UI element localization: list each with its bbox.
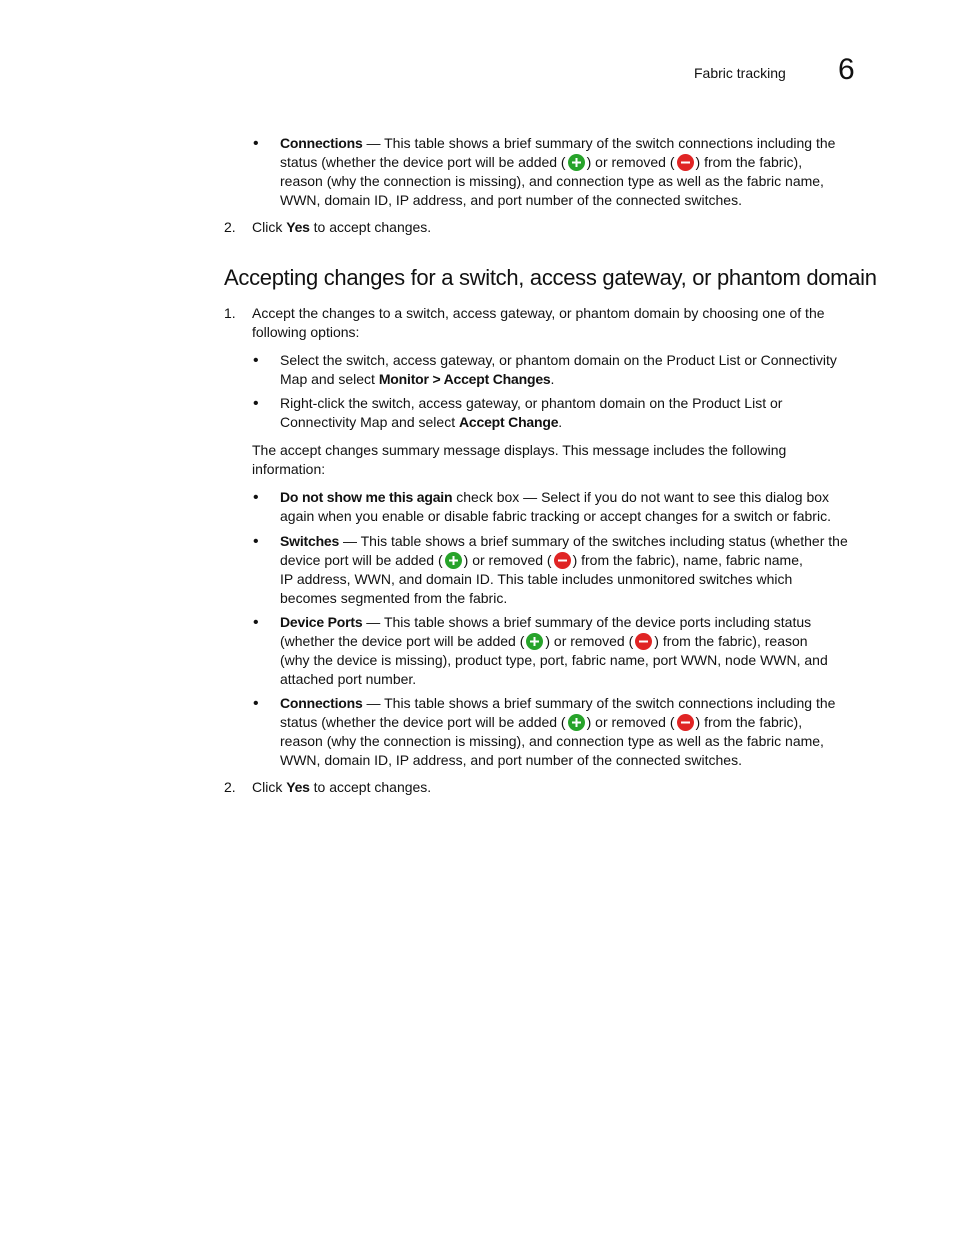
section-heading: Accepting changes for a switch, access gateway, or phantom domain [224, 265, 877, 290]
summary-paragraph [252, 441, 872, 479]
bullet-dot: • [253, 533, 259, 550]
text: ) from the fabric), name, fabric name, [572, 552, 803, 568]
bullet-option-right-click [253, 394, 872, 432]
text: ) or removed ( [586, 714, 675, 730]
text: (whether the device port will be added ( [280, 633, 525, 649]
text: The accept changes summary message displays. This message includes the following [252, 442, 787, 458]
text: WWN, domain ID, IP address, and port number of the connected switches. [280, 752, 742, 768]
term-yes: Yes [286, 779, 310, 795]
text: ) or removed ( [463, 552, 552, 568]
term-device-ports: Device Ports [280, 614, 363, 630]
step-number: 1. [224, 305, 236, 321]
step-2-text-top [252, 218, 872, 237]
text: reason (why the connection is missing), and connection type as well as the fabric name, [280, 173, 824, 189]
text: status (whether the device port will be added ( [280, 154, 566, 170]
text: — This table shows a brief summary of the switches including status (whether the [339, 533, 848, 549]
text: ) or removed ( [586, 154, 675, 170]
menu-item: Accept Change [458, 414, 559, 430]
text: Click [252, 779, 287, 795]
bullet-connections [253, 694, 872, 770]
running-header-title: Fabric tracking [694, 65, 786, 81]
text: attached port number. [280, 671, 417, 687]
bullet-do-not-show [253, 488, 872, 526]
add-circle-icon [568, 154, 585, 171]
text: Select the switch, access gateway, or phantom domain on the Product List or Connectivity [280, 352, 837, 368]
text: status (whether the device port will be added ( [280, 714, 566, 730]
text: WWN, domain ID, IP address, and port number of the connected switches. [280, 192, 742, 208]
step-1-text [252, 304, 872, 342]
chapter-number: 6 [838, 53, 855, 86]
add-circle-icon [526, 633, 543, 650]
text: Right-click the switch, access gateway, or phantom domain on the Product List or [280, 395, 783, 411]
text: following options: [252, 324, 360, 340]
step-number: 2. [224, 219, 236, 235]
term-yes: Yes [286, 219, 310, 235]
text: ) from the fabric), [695, 714, 803, 730]
remove-circle-icon [677, 714, 694, 731]
term-connections: Connections [280, 135, 363, 151]
term-switches: Switches [280, 533, 340, 549]
text: check box — Select if you do not want to see this dialog box [452, 489, 830, 505]
text: Accept the changes to a switch, access gateway, or phantom domain by choosing one of the [252, 305, 825, 321]
bullet-dot: • [253, 395, 259, 412]
bullet-option-select [253, 351, 872, 389]
text: ) from the fabric), [695, 154, 803, 170]
text: to accept changes. [309, 219, 432, 235]
text: reason (why the connection is missing), and connection type as well as the fabric name, [280, 733, 824, 749]
bullet-dot: • [253, 695, 259, 712]
text: IP address, WWN, and domain ID. This table includes unmonitored switches which [280, 571, 793, 587]
text: . [558, 414, 563, 430]
text: Connectivity Map and select [280, 414, 459, 430]
add-circle-icon [568, 714, 585, 731]
text: device port will be added ( [280, 552, 443, 568]
text: Map and select [280, 371, 379, 387]
text: ) or removed ( [545, 633, 634, 649]
step-number: 2. [224, 779, 236, 795]
text: (why the device is missing), product type, port, fabric name, port WWN, node WWN, and [280, 652, 828, 668]
text: information: [252, 461, 326, 477]
text: again when you enable or disable fabric tracking or accept changes for a switch or fabric. [280, 508, 831, 524]
text: to accept changes. [309, 779, 432, 795]
text: — This table shows a brief summary of the device ports including status [362, 614, 812, 630]
bullet-switches [253, 532, 872, 608]
bullet-device-ports [253, 613, 872, 689]
bullet-dot: • [253, 352, 259, 369]
text: — This table shows a brief summary of the switch connections including the [362, 135, 836, 151]
bullet-dot: • [253, 489, 259, 506]
bullet-dot: • [253, 614, 259, 631]
text: . [550, 371, 555, 387]
term-do-not-show: Do not show me this again [280, 489, 453, 505]
step-2-text [252, 778, 872, 797]
remove-circle-icon [677, 154, 694, 171]
bullet-connections-top [253, 134, 872, 210]
text: Click [252, 219, 287, 235]
remove-circle-icon [635, 633, 652, 650]
text: becomes segmented from the fabric. [280, 590, 508, 606]
text: ) from the fabric), reason [654, 633, 808, 649]
menu-path: Monitor > Accept Changes [378, 371, 551, 387]
text: — This table shows a brief summary of the switch connections including the [362, 695, 836, 711]
term-connections: Connections [280, 695, 363, 711]
remove-circle-icon [554, 552, 571, 569]
add-circle-icon [445, 552, 462, 569]
bullet-dot: • [253, 135, 259, 152]
